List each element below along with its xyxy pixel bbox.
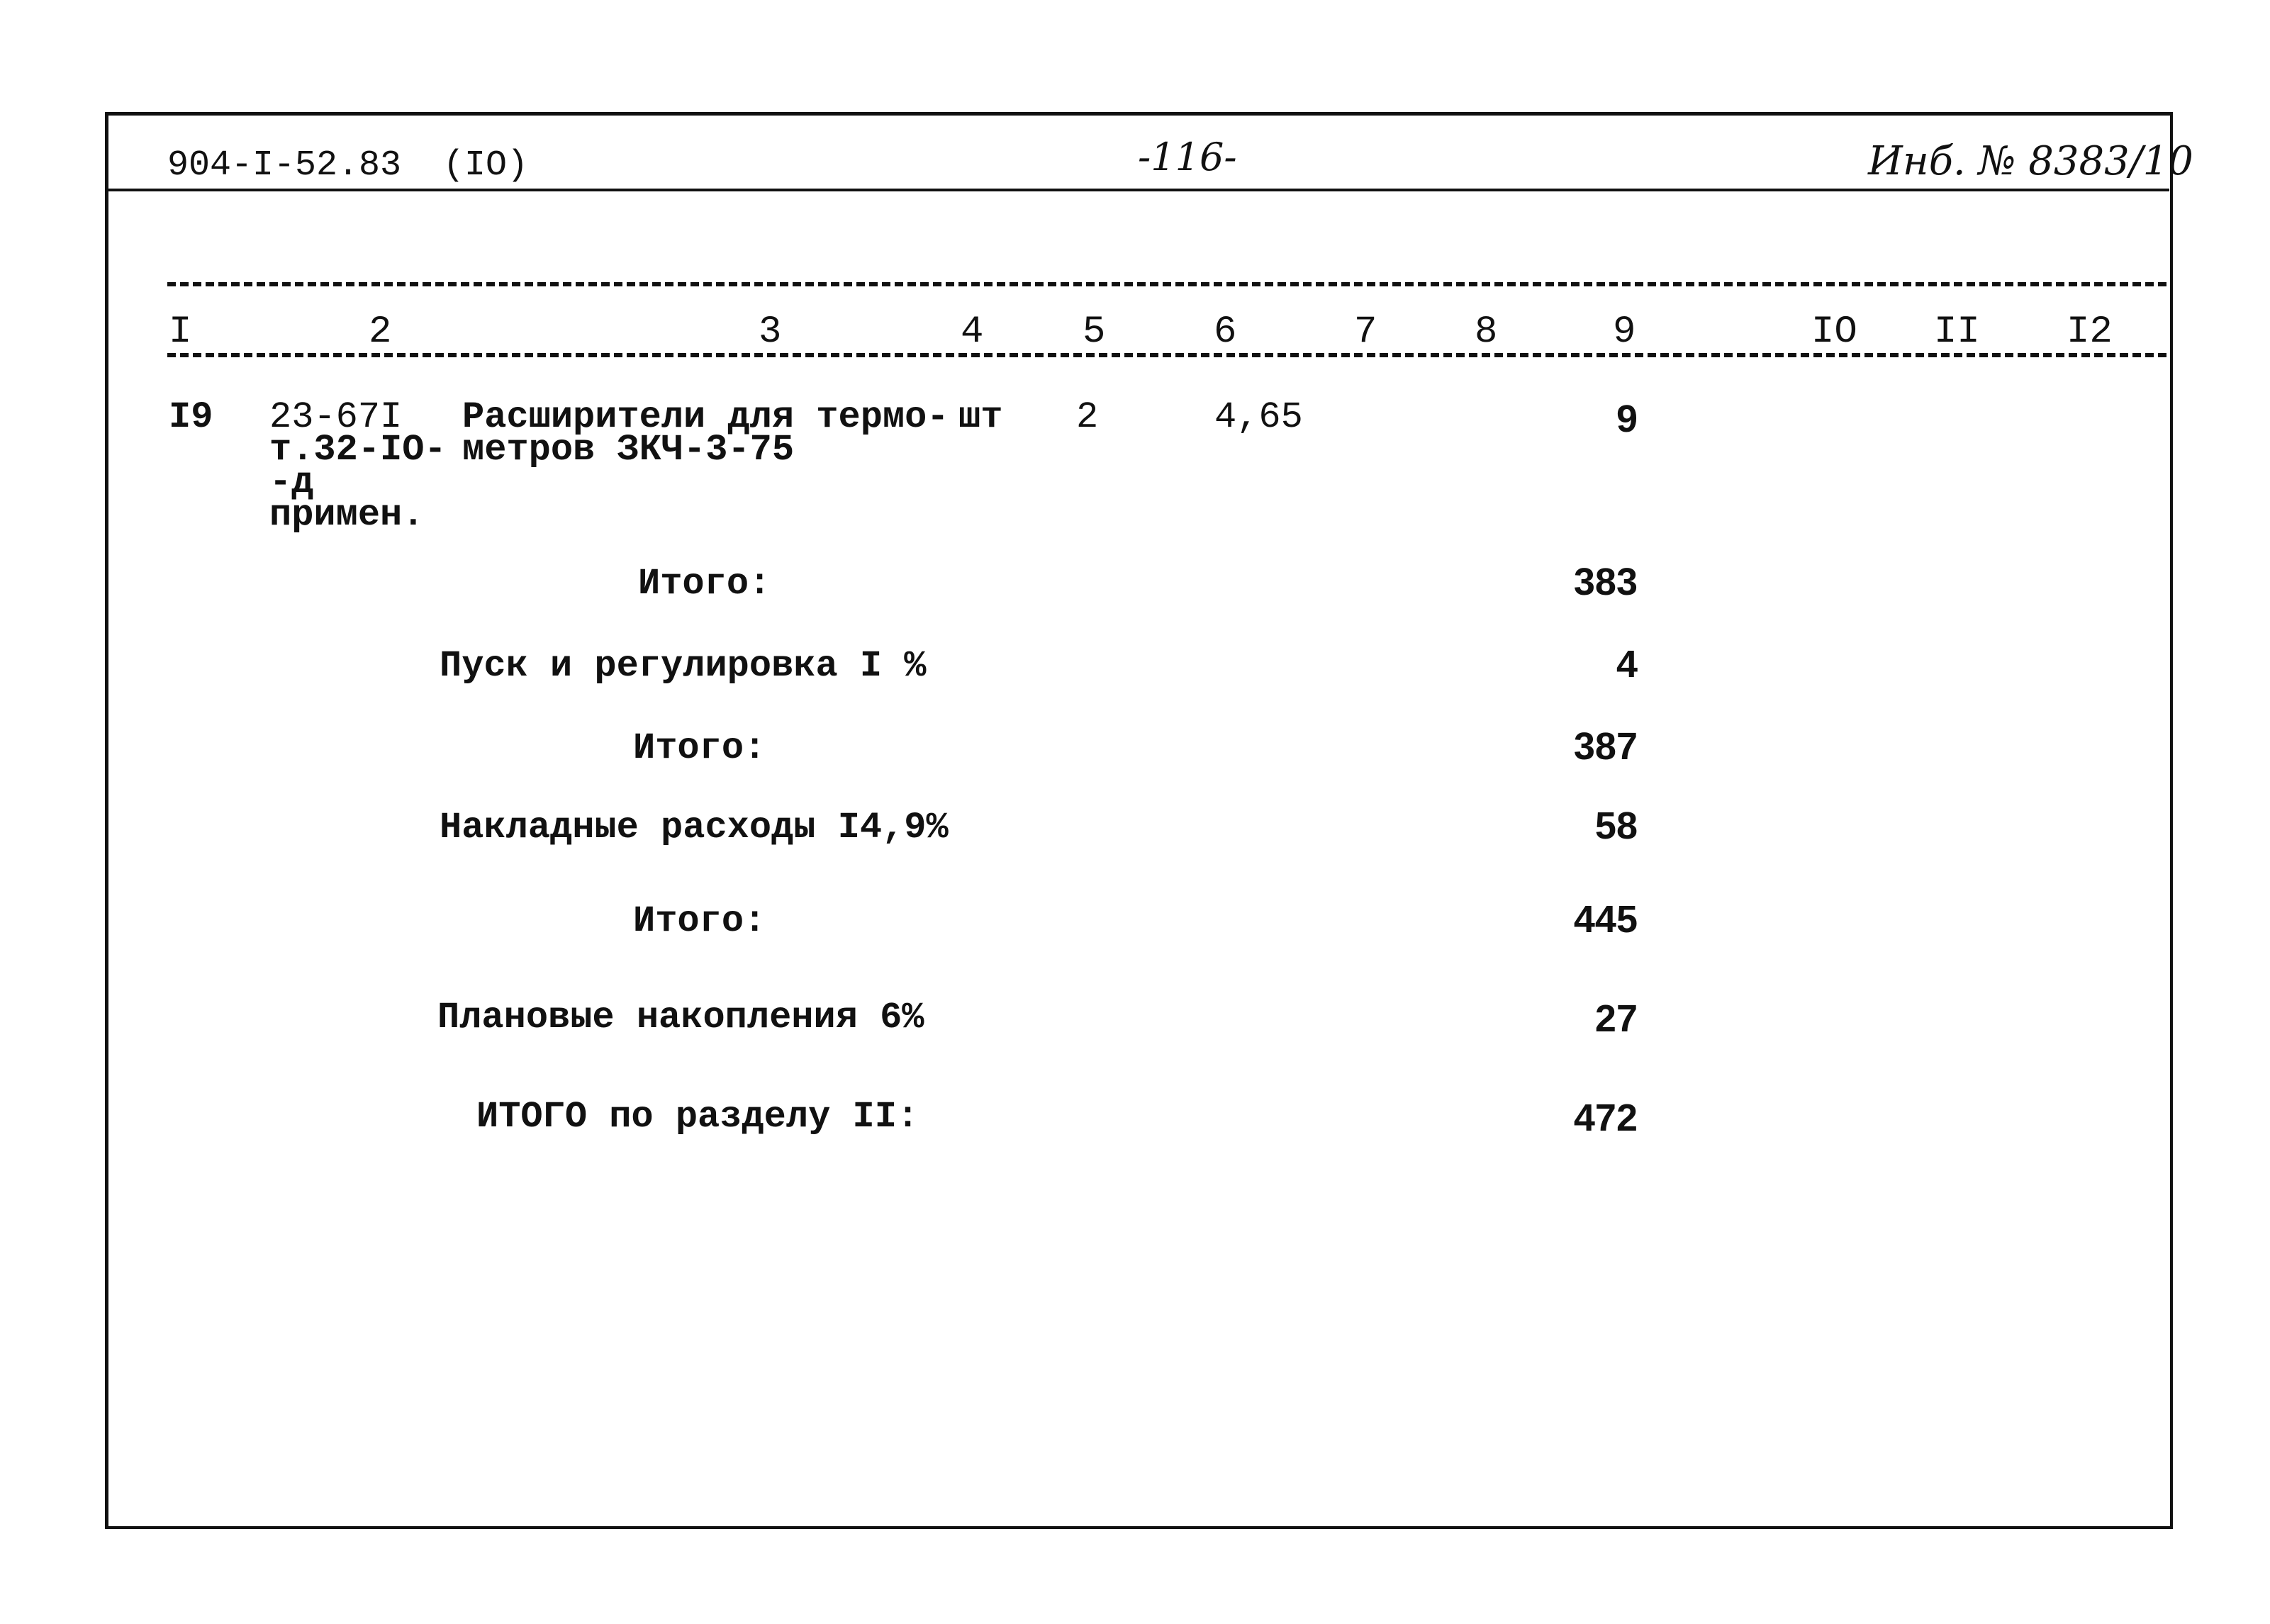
section-total-value: 472 (1573, 1097, 1638, 1139)
row-name-line: Расширители для термо- (462, 396, 949, 438)
header-divider (105, 189, 2169, 191)
column-number: I (169, 310, 192, 354)
row-code-line: -д (269, 461, 314, 503)
table-top-rule (167, 282, 2166, 286)
inventory-number: Инб. № 8383/10 (1868, 138, 2193, 184)
summary-label: Пуск и регулировка I % (440, 645, 927, 687)
summary-label: Итого: (633, 727, 766, 769)
row-total: 9 (1616, 398, 1638, 440)
page-number: -116- (1138, 135, 1237, 179)
row-code-line: т.32-IO- (269, 429, 447, 471)
row-quantity: 2 (1076, 396, 1099, 438)
column-number: I2 (2067, 310, 2113, 354)
column-number: II (1934, 310, 1980, 354)
summary-value: 387 (1573, 725, 1638, 768)
page-frame (105, 112, 2173, 1529)
summary-value: 445 (1573, 898, 1638, 941)
row-unit-price: 4,65 (1214, 396, 1303, 438)
column-number: 3 (759, 310, 782, 354)
column-number: 8 (1475, 310, 1498, 354)
column-number: 7 (1354, 310, 1377, 354)
summary-label: Итого: (638, 563, 771, 605)
column-number: 6 (1214, 310, 1237, 354)
summary-value: 27 (1594, 997, 1638, 1040)
column-number: 2 (369, 310, 392, 354)
summary-label: Накладные расходы I4,9% (440, 807, 949, 849)
summary-label: Итого: (633, 900, 766, 942)
row-code-line: 23-67I (269, 396, 403, 438)
row-code-line: примен. (269, 494, 425, 536)
column-number: IO (1811, 310, 1857, 354)
summary-value: 4 (1616, 643, 1638, 685)
column-number: 4 (961, 310, 984, 354)
section-number: (IO) (443, 145, 529, 186)
doc-code: 904-I-52.83 (167, 145, 402, 186)
row-unit: шт (958, 396, 1003, 438)
row-name-line: метров ЗКЧ-3-75 (462, 429, 795, 471)
column-number: 9 (1613, 310, 1636, 354)
column-number: 5 (1083, 310, 1106, 354)
summary-value: 383 (1573, 561, 1638, 603)
row-number: I9 (169, 396, 213, 438)
summary-label: Плановые накопления 6% (437, 997, 924, 1038)
table-header-rule (167, 353, 2166, 357)
section-total-label: ИТОГО по разделу II: (476, 1096, 919, 1138)
summary-value: 58 (1594, 805, 1638, 847)
